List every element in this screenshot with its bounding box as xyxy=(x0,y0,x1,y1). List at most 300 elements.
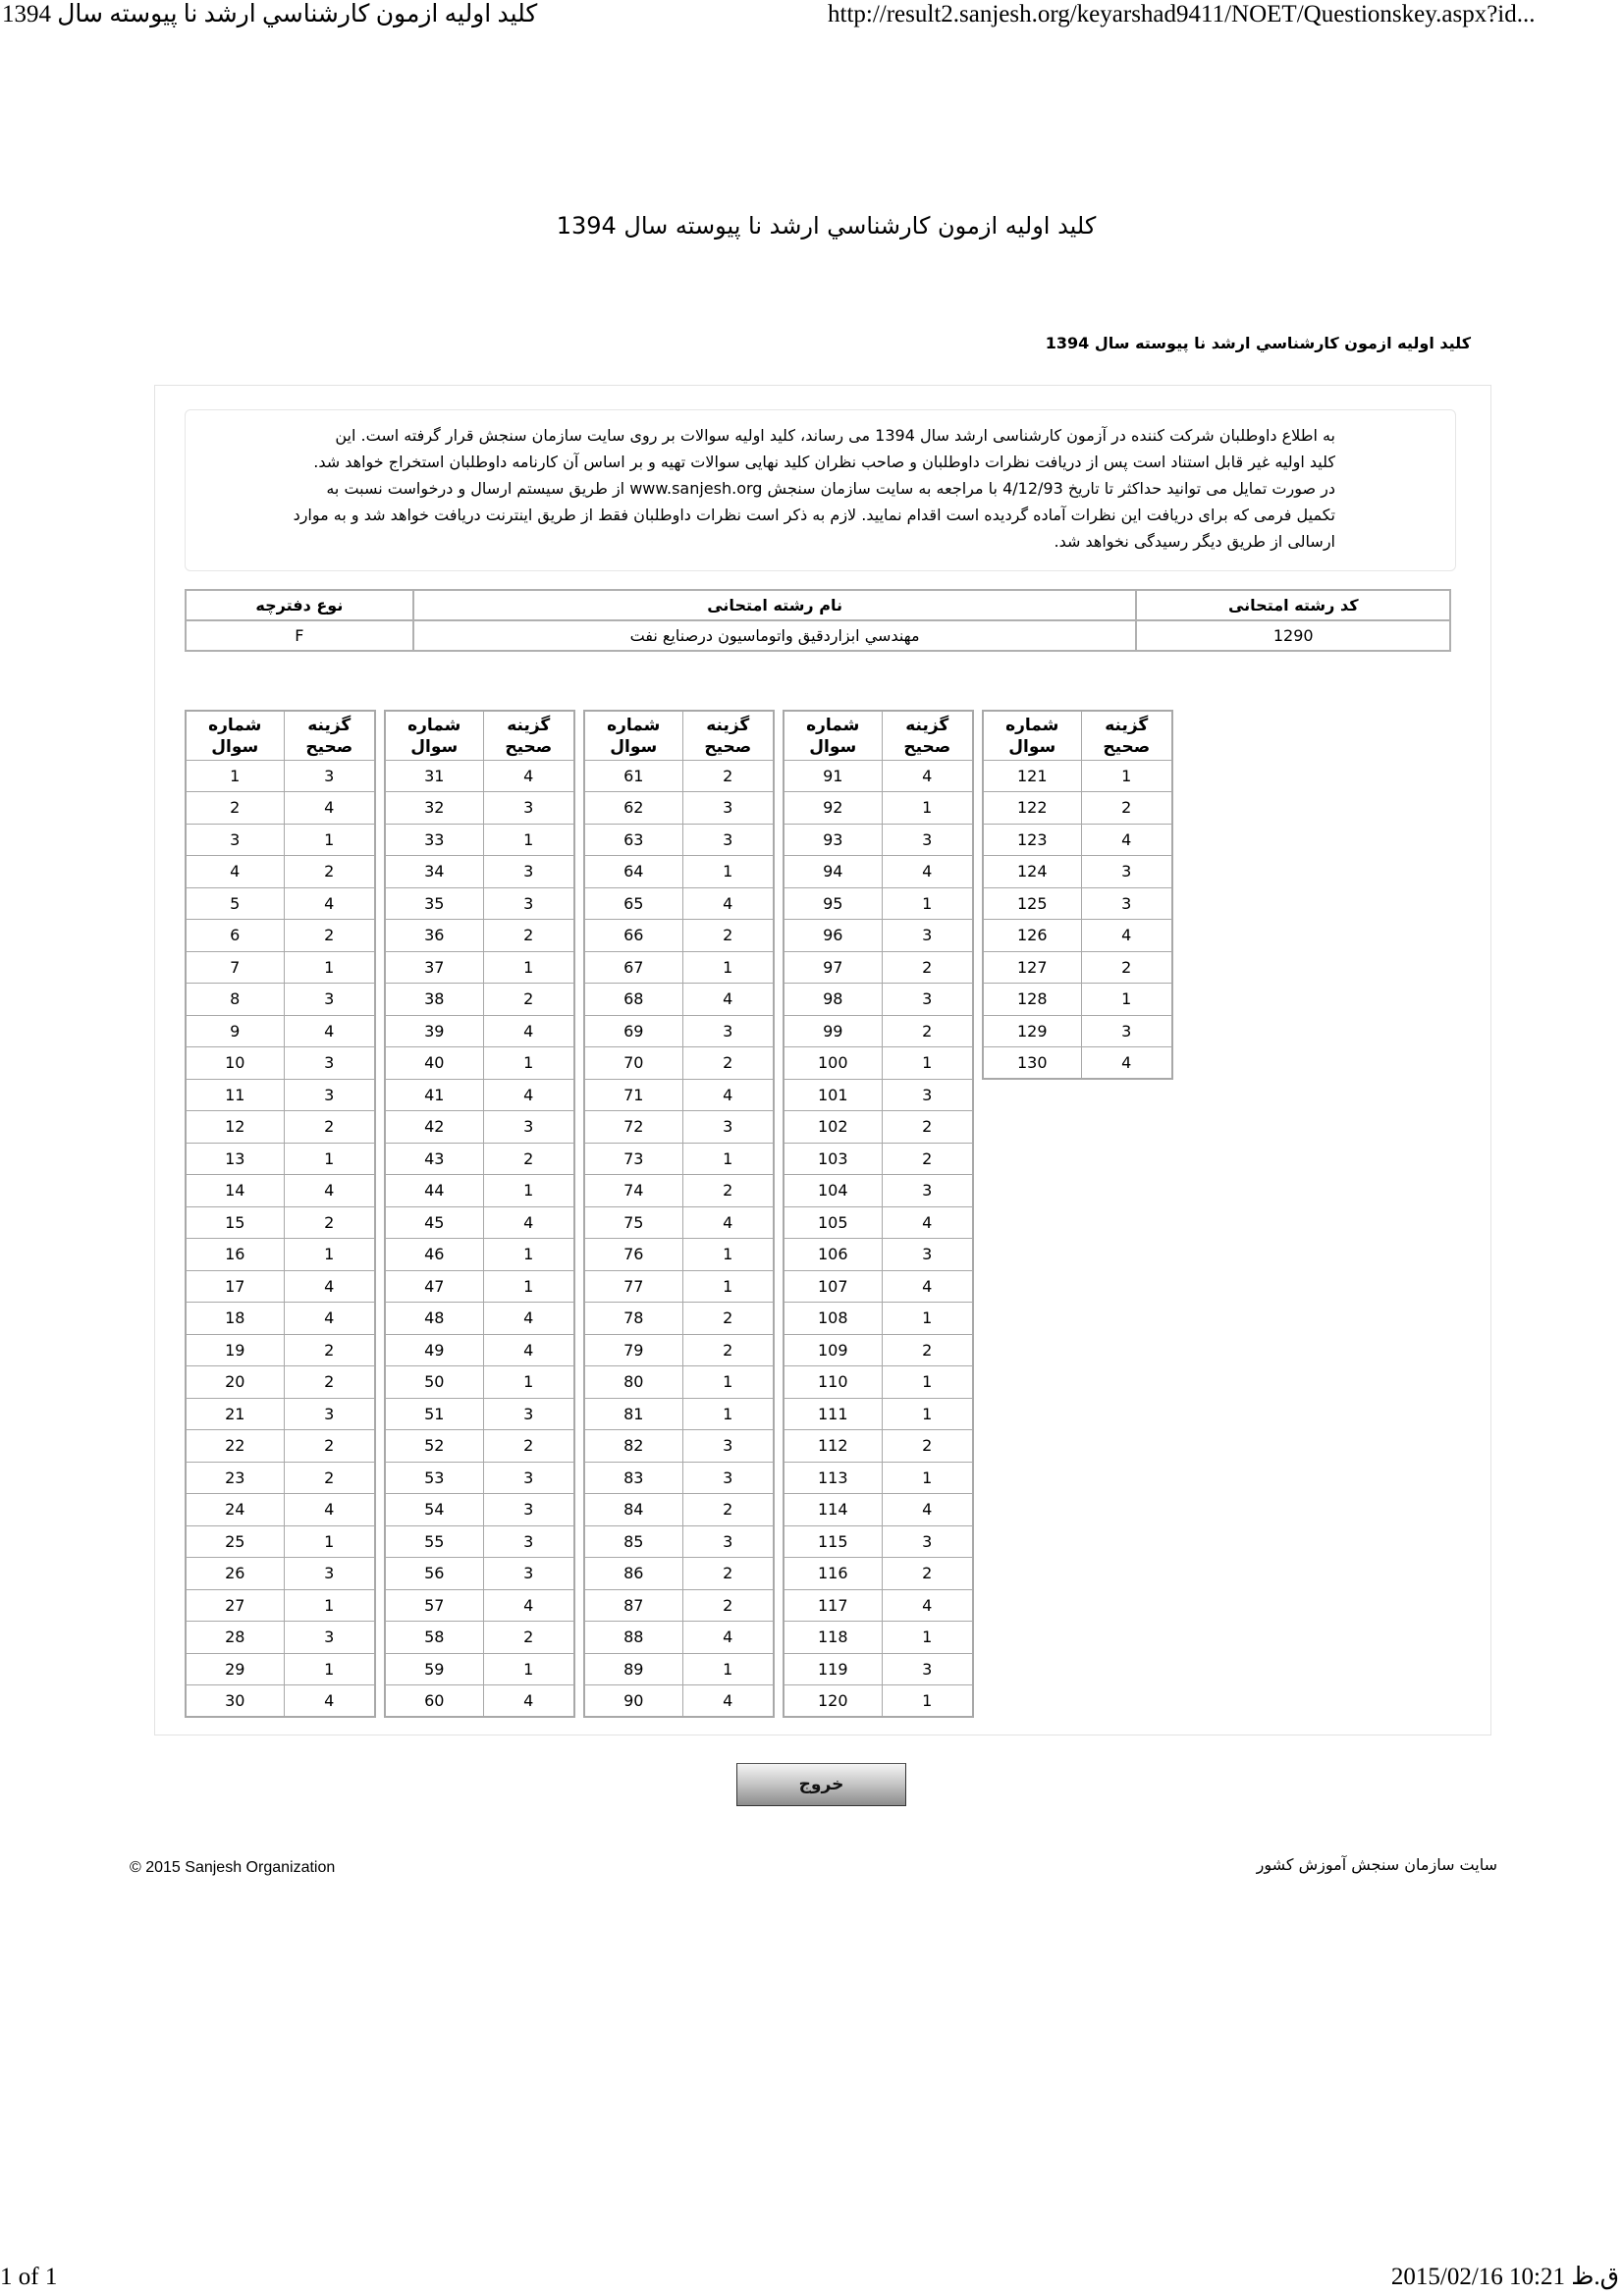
correct-option: 4 xyxy=(882,1589,973,1622)
question-number: 81 xyxy=(584,1398,682,1430)
question-number: 85 xyxy=(584,1525,682,1558)
table-row xyxy=(186,951,375,984)
question-number: 54 xyxy=(385,1494,483,1526)
question-number: 38 xyxy=(385,984,483,1016)
question-number: 45 xyxy=(385,1206,483,1239)
table-row xyxy=(385,1015,574,1047)
question-number: 92 xyxy=(784,792,882,825)
correct-option: 2 xyxy=(682,920,774,952)
correct-option: 2 xyxy=(284,1206,375,1239)
question-number: 96 xyxy=(784,920,882,952)
question-number: 95 xyxy=(784,887,882,920)
answer-key-header-row xyxy=(186,711,375,760)
table-row xyxy=(584,1558,774,1590)
correct-option: 2 xyxy=(284,1334,375,1366)
question-number: 110 xyxy=(784,1366,882,1399)
table-row xyxy=(584,1175,774,1207)
question-number: 115 xyxy=(784,1525,882,1558)
question-number: 97 xyxy=(784,951,882,984)
question-number: 58 xyxy=(385,1622,483,1654)
question-number: 49 xyxy=(385,1334,483,1366)
correct-option: 2 xyxy=(483,984,574,1016)
correct-option: 2 xyxy=(882,1143,973,1175)
table-row xyxy=(385,824,574,856)
question-number: 108 xyxy=(784,1303,882,1335)
correct-option: 4 xyxy=(882,1494,973,1526)
question-number: 105 xyxy=(784,1206,882,1239)
question-number: 124 xyxy=(983,856,1081,888)
question-number: 44 xyxy=(385,1175,483,1207)
answer-key-table xyxy=(583,710,775,1718)
page-title: کلید اولیه ازمون کارشناسي ارشد نا پیوسته سال 1394 xyxy=(556,212,1097,240)
correct-option: 3 xyxy=(1081,887,1172,920)
answer-key-table xyxy=(185,710,376,1718)
table-row xyxy=(784,887,973,920)
table-row xyxy=(983,951,1172,984)
table-row xyxy=(784,1430,973,1463)
correct-option: 3 xyxy=(1081,856,1172,888)
question-number: 100 xyxy=(784,1047,882,1080)
correct-option: 2 xyxy=(682,1558,774,1590)
question-number: 120 xyxy=(784,1685,882,1718)
table-row xyxy=(186,1462,375,1494)
table-row xyxy=(584,1206,774,1239)
question-number: 37 xyxy=(385,951,483,984)
table-row xyxy=(584,1494,774,1526)
correct-option: 3 xyxy=(682,1015,774,1047)
table-row xyxy=(584,1334,774,1366)
question-number: 75 xyxy=(584,1206,682,1239)
table-row xyxy=(186,1398,375,1430)
correct-option: 3 xyxy=(882,1239,973,1271)
question-number: 53 xyxy=(385,1462,483,1494)
table-row xyxy=(186,1111,375,1144)
table-row xyxy=(784,1653,973,1685)
table-row xyxy=(385,1685,574,1718)
table-row xyxy=(784,1462,973,1494)
table-row xyxy=(584,760,774,792)
table-row xyxy=(983,824,1172,856)
correct-option: 3 xyxy=(284,1622,375,1654)
correct-option: 2 xyxy=(682,1334,774,1366)
table-row xyxy=(584,792,774,825)
table-row xyxy=(385,1111,574,1144)
table-row xyxy=(186,1206,375,1239)
correct-option: 1 xyxy=(284,1525,375,1558)
correct-option: 2 xyxy=(284,1462,375,1494)
question-number: 52 xyxy=(385,1430,483,1463)
question-number: 22 xyxy=(186,1430,284,1463)
correct-option: 4 xyxy=(284,1685,375,1718)
table-row xyxy=(784,1175,973,1207)
header-question-number: شماره سوال xyxy=(983,711,1081,760)
table-row xyxy=(584,1239,774,1271)
question-number: 62 xyxy=(584,792,682,825)
correct-option: 3 xyxy=(483,856,574,888)
print-document-title: کلید اولیه ازمون کارشناسي ارشد نا پیوسته سال 1394 xyxy=(2,1,538,27)
correct-option: 3 xyxy=(483,1462,574,1494)
correct-option: 2 xyxy=(483,1622,574,1654)
correct-option: 1 xyxy=(483,824,574,856)
question-number: 66 xyxy=(584,920,682,952)
question-number: 79 xyxy=(584,1334,682,1366)
header-question-number: شماره سوال xyxy=(385,711,483,760)
correct-option: 2 xyxy=(682,1589,774,1622)
answer-key-header-row xyxy=(584,711,774,760)
table-row xyxy=(186,1015,375,1047)
table-row xyxy=(584,856,774,888)
question-number: 123 xyxy=(983,824,1081,856)
correct-option: 3 xyxy=(284,1558,375,1590)
correct-option: 4 xyxy=(284,1303,375,1335)
question-number: 59 xyxy=(385,1653,483,1685)
table-row xyxy=(186,1494,375,1526)
question-number: 109 xyxy=(784,1334,882,1366)
question-number: 102 xyxy=(784,1111,882,1144)
table-row xyxy=(584,824,774,856)
question-number: 30 xyxy=(186,1685,284,1718)
correct-option: 1 xyxy=(682,1398,774,1430)
correct-option: 3 xyxy=(284,984,375,1016)
correct-option: 4 xyxy=(284,1175,375,1207)
correct-option: 1 xyxy=(1081,984,1172,1016)
correct-option: 3 xyxy=(1081,1015,1172,1047)
table-row xyxy=(385,951,574,984)
correct-option: 1 xyxy=(682,1653,774,1685)
question-number: 10 xyxy=(186,1047,284,1080)
table-row xyxy=(784,1270,973,1303)
question-number: 106 xyxy=(784,1239,882,1271)
table-row xyxy=(186,1175,375,1207)
table-row xyxy=(983,887,1172,920)
table-row xyxy=(784,760,973,792)
correct-option: 2 xyxy=(483,1143,574,1175)
header-correct-option: گزینه صحیح xyxy=(682,711,774,760)
question-number: 57 xyxy=(385,1589,483,1622)
correct-option: 4 xyxy=(1081,824,1172,856)
correct-option: 1 xyxy=(682,1239,774,1271)
question-number: 28 xyxy=(186,1622,284,1654)
table-row xyxy=(186,792,375,825)
correct-option: 4 xyxy=(682,984,774,1016)
table-row xyxy=(983,920,1172,952)
table-row xyxy=(385,920,574,952)
question-number: 130 xyxy=(983,1047,1081,1080)
question-number: 14 xyxy=(186,1175,284,1207)
correct-option: 1 xyxy=(682,1270,774,1303)
question-number: 76 xyxy=(584,1239,682,1271)
table-row xyxy=(584,1622,774,1654)
question-number: 39 xyxy=(385,1015,483,1047)
table-row xyxy=(784,792,973,825)
header-exam-name: نام رشته امتحانی xyxy=(413,590,1137,620)
table-row xyxy=(784,1525,973,1558)
correct-option: 3 xyxy=(483,1525,574,1558)
table-row xyxy=(385,1558,574,1590)
table-row xyxy=(385,1589,574,1622)
question-number: 103 xyxy=(784,1143,882,1175)
header-booklet-type: نوع دفترچه xyxy=(186,590,413,620)
correct-option: 2 xyxy=(284,1430,375,1463)
question-number: 101 xyxy=(784,1079,882,1111)
question-number: 3 xyxy=(186,824,284,856)
correct-option: 1 xyxy=(284,1239,375,1271)
table-row xyxy=(584,1366,774,1399)
correct-option: 1 xyxy=(882,1366,973,1399)
correct-option: 3 xyxy=(882,920,973,952)
table-row xyxy=(385,1430,574,1463)
question-number: 16 xyxy=(186,1239,284,1271)
correct-option: 3 xyxy=(682,824,774,856)
correct-option: 4 xyxy=(882,1270,973,1303)
header-question-number: شماره سوال xyxy=(186,711,284,760)
correct-option: 4 xyxy=(882,1206,973,1239)
table-row xyxy=(186,1558,375,1590)
correct-option: 1 xyxy=(882,1462,973,1494)
table-row xyxy=(385,1525,574,1558)
correct-option: 1 xyxy=(483,1270,574,1303)
table-row xyxy=(385,1334,574,1366)
table-row xyxy=(186,1303,375,1335)
question-number: 117 xyxy=(784,1589,882,1622)
question-number: 48 xyxy=(385,1303,483,1335)
question-number: 40 xyxy=(385,1047,483,1080)
question-number: 93 xyxy=(784,824,882,856)
correct-option: 2 xyxy=(284,1111,375,1144)
table-row xyxy=(186,984,375,1016)
question-number: 41 xyxy=(385,1079,483,1111)
notice-line: در صورت تمایل می توانید حداکثر تا تاریخ 4/12/93 با مراجعه به سایت سازمان سنجش www.sanjesh.org از طریق سیستم ارسال و درخواست نسبت به xyxy=(326,479,1335,498)
correct-option: 3 xyxy=(882,1525,973,1558)
table-row xyxy=(983,856,1172,888)
exam-info-header-row xyxy=(186,590,1450,620)
question-number: 46 xyxy=(385,1239,483,1271)
correct-option: 4 xyxy=(284,887,375,920)
table-row xyxy=(385,1462,574,1494)
question-number: 129 xyxy=(983,1015,1081,1047)
table-row xyxy=(784,1589,973,1622)
question-number: 42 xyxy=(385,1111,483,1144)
table-row xyxy=(385,1047,574,1080)
question-number: 88 xyxy=(584,1622,682,1654)
header-question-number: شماره سوال xyxy=(584,711,682,760)
exam-code: 1290 xyxy=(1136,620,1450,651)
correct-option: 4 xyxy=(284,1270,375,1303)
correct-option: 4 xyxy=(682,887,774,920)
correct-option: 3 xyxy=(483,792,574,825)
question-number: 113 xyxy=(784,1462,882,1494)
correct-option: 2 xyxy=(483,920,574,952)
table-row xyxy=(385,1206,574,1239)
question-number: 56 xyxy=(385,1558,483,1590)
correct-option: 4 xyxy=(483,1685,574,1718)
correct-option: 1 xyxy=(284,824,375,856)
question-number: 83 xyxy=(584,1462,682,1494)
table-row xyxy=(385,984,574,1016)
question-number: 13 xyxy=(186,1143,284,1175)
table-row xyxy=(186,1685,375,1718)
site-name-link[interactable]: سایت سازمان سنجش آموزش کشور xyxy=(1256,1855,1497,1874)
correct-option: 4 xyxy=(483,1589,574,1622)
correct-option: 4 xyxy=(483,1015,574,1047)
table-row xyxy=(385,1175,574,1207)
table-row xyxy=(584,1462,774,1494)
question-number: 24 xyxy=(186,1494,284,1526)
correct-option: 1 xyxy=(882,1047,973,1080)
table-row xyxy=(186,760,375,792)
question-number: 127 xyxy=(983,951,1081,984)
table-row xyxy=(584,1143,774,1175)
correct-option: 2 xyxy=(682,1175,774,1207)
correct-option: 1 xyxy=(682,1366,774,1399)
correct-option: 2 xyxy=(682,760,774,792)
question-number: 69 xyxy=(584,1015,682,1047)
question-number: 7 xyxy=(186,951,284,984)
table-row xyxy=(186,1589,375,1622)
question-number: 9 xyxy=(186,1015,284,1047)
correct-option: 1 xyxy=(483,1366,574,1399)
table-row xyxy=(784,1558,973,1590)
table-row xyxy=(385,887,574,920)
answer-key-header-row xyxy=(385,711,574,760)
question-number: 61 xyxy=(584,760,682,792)
question-number: 99 xyxy=(784,1015,882,1047)
question-number: 5 xyxy=(186,887,284,920)
correct-option: 1 xyxy=(284,1589,375,1622)
question-number: 68 xyxy=(584,984,682,1016)
correct-option: 2 xyxy=(882,1558,973,1590)
correct-option: 4 xyxy=(1081,920,1172,952)
correct-option: 4 xyxy=(284,1494,375,1526)
table-row xyxy=(784,1685,973,1718)
table-row xyxy=(385,792,574,825)
question-number: 104 xyxy=(784,1175,882,1207)
question-number: 6 xyxy=(186,920,284,952)
question-number: 122 xyxy=(983,792,1081,825)
question-number: 19 xyxy=(186,1334,284,1366)
table-row xyxy=(385,1398,574,1430)
question-number: 11 xyxy=(186,1079,284,1111)
print-timestamp: 2015/02/16 10:21 ق.ظ xyxy=(1390,2264,1619,2290)
correct-option: 2 xyxy=(284,856,375,888)
correct-option: 4 xyxy=(882,856,973,888)
question-number: 50 xyxy=(385,1366,483,1399)
question-number: 63 xyxy=(584,824,682,856)
question-number: 91 xyxy=(784,760,882,792)
table-row xyxy=(186,856,375,888)
correct-option: 1 xyxy=(682,951,774,984)
table-row xyxy=(186,1653,375,1685)
correct-option: 1 xyxy=(483,1175,574,1207)
correct-option: 4 xyxy=(682,1206,774,1239)
question-number: 26 xyxy=(186,1558,284,1590)
table-row xyxy=(385,1303,574,1335)
table-row xyxy=(983,1015,1172,1047)
copyright: © 2015 Sanjesh Organization xyxy=(130,1859,336,1876)
table-row xyxy=(186,1334,375,1366)
correct-option: 3 xyxy=(882,1079,973,1111)
correct-option: 4 xyxy=(483,1334,574,1366)
table-row xyxy=(784,984,973,1016)
correct-option: 3 xyxy=(483,1494,574,1526)
table-row xyxy=(784,1239,973,1271)
header-correct-option: گزینه صحیح xyxy=(284,711,375,760)
correct-option: 1 xyxy=(882,792,973,825)
table-row xyxy=(784,1206,973,1239)
header-exam-code: کد رشته امتحانی xyxy=(1136,590,1450,620)
correct-option: 2 xyxy=(682,1303,774,1335)
table-row xyxy=(186,1270,375,1303)
correct-option: 1 xyxy=(1081,760,1172,792)
correct-option: 2 xyxy=(1081,792,1172,825)
question-number: 43 xyxy=(385,1143,483,1175)
correct-option: 2 xyxy=(882,1111,973,1144)
answer-key-header-row xyxy=(983,711,1172,760)
table-row xyxy=(186,1430,375,1463)
table-row xyxy=(784,856,973,888)
table-row xyxy=(983,984,1172,1016)
correct-option: 1 xyxy=(882,1622,973,1654)
question-number: 72 xyxy=(584,1111,682,1144)
correct-option: 3 xyxy=(682,1462,774,1494)
correct-option: 4 xyxy=(682,1622,774,1654)
correct-option: 3 xyxy=(882,1653,973,1685)
table-row xyxy=(784,920,973,952)
exit-button[interactable]: خروج xyxy=(736,1763,906,1806)
table-row xyxy=(385,1239,574,1271)
correct-option: 4 xyxy=(1081,1047,1172,1080)
question-number: 64 xyxy=(584,856,682,888)
table-row xyxy=(584,1589,774,1622)
table-row xyxy=(584,887,774,920)
question-number: 80 xyxy=(584,1366,682,1399)
question-number: 73 xyxy=(584,1143,682,1175)
table-row xyxy=(584,1685,774,1718)
question-number: 77 xyxy=(584,1270,682,1303)
question-number: 12 xyxy=(186,1111,284,1144)
correct-option: 3 xyxy=(682,1525,774,1558)
table-row xyxy=(784,1079,973,1111)
table-row xyxy=(584,1398,774,1430)
table-row xyxy=(584,1111,774,1144)
question-number: 60 xyxy=(385,1685,483,1718)
question-number: 21 xyxy=(186,1398,284,1430)
question-number: 23 xyxy=(186,1462,284,1494)
table-row xyxy=(584,920,774,952)
question-number: 17 xyxy=(186,1270,284,1303)
question-number: 70 xyxy=(584,1047,682,1080)
table-row xyxy=(784,1015,973,1047)
table-row xyxy=(784,951,973,984)
exam-info-row xyxy=(186,620,1450,651)
table-row xyxy=(584,984,774,1016)
correct-option: 3 xyxy=(284,1398,375,1430)
correct-option: 1 xyxy=(682,856,774,888)
correct-option: 2 xyxy=(882,1334,973,1366)
question-number: 121 xyxy=(983,760,1081,792)
question-number: 89 xyxy=(584,1653,682,1685)
table-row xyxy=(385,1622,574,1654)
table-row xyxy=(385,760,574,792)
question-number: 125 xyxy=(983,887,1081,920)
correct-option: 2 xyxy=(483,1430,574,1463)
question-number: 84 xyxy=(584,1494,682,1526)
table-row xyxy=(385,1079,574,1111)
header-correct-option: گزینه صحیح xyxy=(1081,711,1172,760)
table-row xyxy=(784,1622,973,1654)
correct-option: 2 xyxy=(284,1366,375,1399)
table-row xyxy=(186,1366,375,1399)
